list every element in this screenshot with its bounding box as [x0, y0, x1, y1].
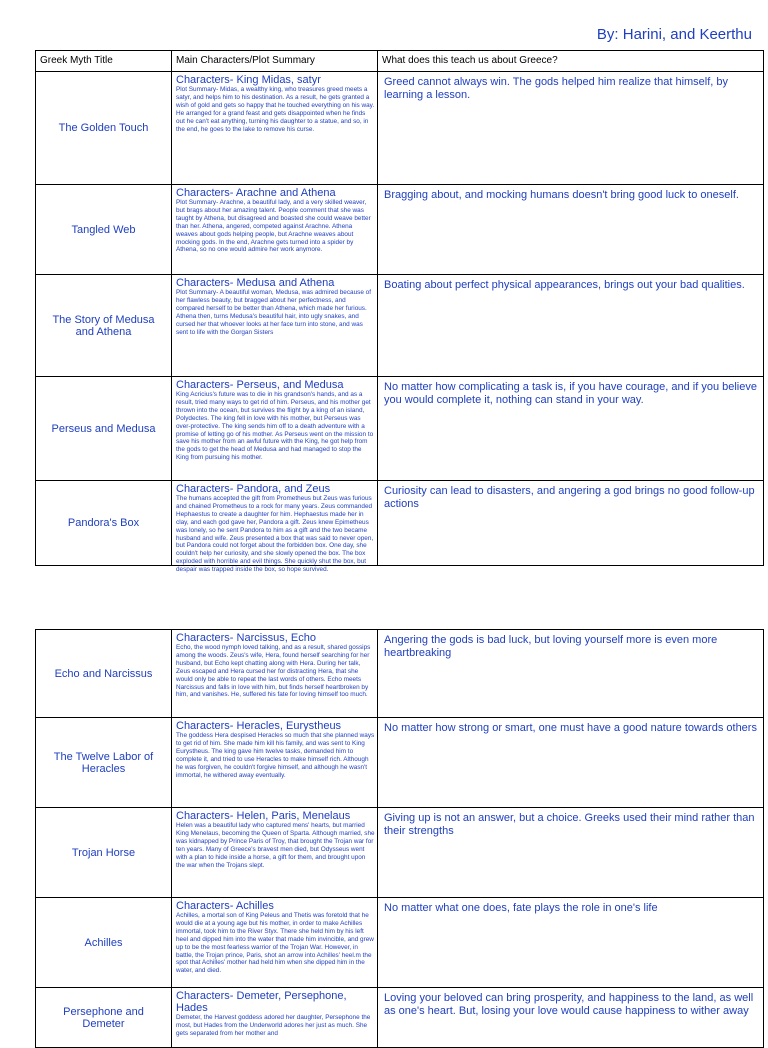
lesson: Loving your beloved can bring prosperity, and happiness to the land, as well as one's heart. But, losing your love would cause happiness to wither away: [378, 988, 764, 1048]
characters-heading: Characters- Medusa and Athena: [176, 277, 335, 289]
table-row: [36, 988, 764, 1048]
myth-title: The Twelve Labor of Heracles: [36, 718, 172, 808]
header-title: Greek Myth Title: [36, 51, 172, 72]
table-row: [36, 898, 764, 988]
plot-summary: Plot Summary- A beautiful woman, Medusa, was admired because of her flawless beauty, but bragged about her perfectness, and compared herself to be better than Athena, which made her furious. Athena then, turns Medusa's beautiful hair, into ugly snakes, and cursed her that whoever looks at her face turn into stone, and was sent to life with the Gorgan Sisters: [176, 289, 372, 336]
myth-title: The Story of Medusa and Athena: [36, 275, 172, 377]
table-row: [36, 718, 764, 808]
myth-table-2: [35, 629, 764, 1048]
plot-cell: [172, 72, 378, 185]
characters-heading: Characters- Helen, Paris, Menelaus: [176, 810, 351, 822]
plot-cell: [172, 481, 378, 574]
myth-title: Achilles: [36, 898, 172, 988]
table-row: [36, 377, 764, 481]
plot-cell: [172, 377, 378, 481]
plot-cell: [172, 898, 378, 988]
lesson: Greed cannot always win. The gods helped him realize that himself, by learning a lesson.: [378, 72, 764, 185]
table-row: [36, 481, 764, 566]
myth-title: Trojan Horse: [36, 808, 172, 898]
characters-heading: Characters- Arachne and Athena: [176, 187, 336, 199]
myth-title: Pandora's Box: [36, 481, 172, 566]
table-row: [36, 185, 764, 275]
byline: By: Harini, and Keerthu: [596, 26, 752, 43]
lesson: Giving up is not an answer, but a choice. Greeks used their mind rather than their strengths: [378, 808, 764, 898]
characters-heading: Characters- Demeter, Persephone, Hades: [176, 990, 347, 1014]
plot-cell: [172, 275, 378, 377]
table-row: [36, 630, 764, 718]
plot-summary: Plot Summary- Arachne, a beautiful lady, and a very skilled weaver, but brags about her amazing talent. People comment that she was taught by Athena, but disagreed and boasted she could weave better than her. Athena, angered, competed against Arachne. Athena weaves about gods helping people, but Arachne weaves about mocking gods. In the end, Arachne gets turned into a spider by Athena, so no one would admire her work anymore.: [176, 199, 371, 254]
header-lesson: What does this teach us about Greece?: [378, 51, 764, 72]
plot-summary: Plot Summary- Midas, a wealthy king, who treasures greed meets a satyr, and helps him to his destination. As a result, he gets granted a wish of gold and gets so happy that he touched everything on his way. He arranged for a grand feast and gets disappointed when he finds out he can't eat anything, turning his daughter to a statue, and so, in the end, he goes to the lake to remove his curse.: [176, 86, 375, 133]
plot-summary: Helen was a beautiful lady who captured mens' hearts, but married King Menelaus, becoming the Queen of Sparta. Although married, she was kidnapped by Prince Paris of Troy, that brought the Trojan war for ten years. Many of Greece's bravest men died, but Odysseus went with a plan to hide inside a horse, a gift for them, and brought upon the war when the Trojans slept.: [176, 822, 375, 869]
myth-table-1: [35, 50, 764, 574]
table-header-row: [36, 51, 764, 72]
characters-heading: Characters- Perseus, and Medusa: [176, 379, 344, 391]
myth-title: The Golden Touch: [36, 72, 172, 185]
lesson: Angering the gods is bad luck, but loving yourself more is even more heartbreaking: [378, 630, 764, 718]
header-characters: Main Characters/Plot Summary: [172, 51, 378, 72]
lesson: Curiosity can lead to disasters, and angering a god brings no good follow-up actions: [378, 481, 764, 566]
plot-summary: The goddess Hera despised Heracles so much that she planned ways to get rid of him. She made him kill his family, and was sent to King Eurystheus. The king gave him twelve tasks, demanded him to complete it, and tried to use Heracles to make himself rich. Although he was forgiven, he couldn't forgive himself, and although he wasn't immortal, he withered away eventually.: [176, 732, 375, 779]
characters-heading: Characters- Narcissus, Echo: [176, 632, 316, 644]
table-row: [36, 808, 764, 898]
lesson: Bragging about, and mocking humans doesn't bring good luck to oneself.: [378, 185, 764, 275]
plot-cell: [172, 988, 378, 1048]
characters-heading: Characters- Achilles: [176, 900, 274, 912]
plot-cell: [172, 718, 378, 808]
characters-heading: Characters- Heracles, Eurystheus: [176, 720, 342, 732]
plot-summary: The humans accepted the gift from Prometheus but Zeus was furious and chained Prometheus to a rock for many years. Zeus commanded Hephaestus to create a daughter for him. Hephaestus made her in clay, and each god gave her, Pandora a gift. Zeus knew Epimetheus was lonely, so he sent Pandora to him as a gift and the two became husband and wife. Zeus presented a box that was said to never open, but Pandora could not forget about the forbidden box. One day, she couldn't help her curiosity, and she slowly opened the box. The box exploded with horrible and evil things. She quickly shut the box, but despair was trapped inside the box, so hope survived.: [176, 495, 374, 574]
characters-heading: Characters- King Midas, satyr: [176, 74, 321, 86]
myth-title: Echo and Narcissus: [36, 630, 172, 718]
table-row: [36, 72, 764, 185]
characters-heading: Characters- Pandora, and Zeus: [176, 483, 331, 495]
plot-summary: Demeter, the Harvest goddess adored her daughter, Persephone the most, but Hades from the Underworld adores her just as much. She gets separated from her mother and: [176, 1014, 371, 1037]
myth-title: Perseus and Medusa: [36, 377, 172, 481]
plot-cell: [172, 808, 378, 898]
myth-title: Tangled Web: [36, 185, 172, 275]
lesson: Boating about perfect physical appearances, brings out your bad qualities.: [378, 275, 764, 377]
plot-summary: Achilles, a mortal son of King Peleus and Thetis was foretold that he would die at a young age but his mother, in order to make Achilles immortal, took him to the River Styx. There she held him by his left heel and dipped him into the water that made him invincible, and grew up to be the most fearless warrior of the Trojan War. However, in battle, the Trojan prince, Paris, shot an arrow into Achilles' heel.m the spot that Achilles' mother had held him when she dipped him in the water, and died.: [176, 912, 374, 975]
plot-cell: [172, 185, 378, 275]
lesson: No matter what one does, fate plays the role in one's life: [378, 898, 764, 988]
table-row: [36, 275, 764, 377]
myth-title: Persephone and Demeter: [36, 988, 172, 1048]
plot-cell: [172, 630, 378, 718]
plot-summary: Echo, the wood nymph loved talking, and as a result, shared gossips among the woods. Zeus's wife, Hera, found herself searching for her husband, but Echo kept chatting along with Hera. During her talk, Zeus escaped and Hera cursed her for distracting Hera, that she would only be able to repeat the last words of others. Echo meets Narcissus and falls in love with him, but finds herself heartbroken by him, and vanishes. He, suffered his fate for loving himself too much.: [176, 644, 371, 699]
plot-summary: King Acricius's future was to die in his grandson's hands, and as a result, tried many ways to get rid of him. Perseus, and his mother get thrown into the ocean, but survives the flight by a king of an island, Polydectes. The king fell in love with his mother, but Perseus was over-protective. The king sends him off to a death adventure with a promise of letting go of his mother. As Perseus went on the mission to save his mother from an awful future with the King, he got help from the gods to get the head of Medusa and had managed to stop the King from pursuing his mother.: [176, 391, 374, 462]
lesson: No matter how complicating a task is, if you have courage, and if you believe you would complete it, nothing can stand in your way.: [378, 377, 764, 481]
lesson: No matter how strong or smart, one must have a good nature towards others: [378, 718, 764, 808]
